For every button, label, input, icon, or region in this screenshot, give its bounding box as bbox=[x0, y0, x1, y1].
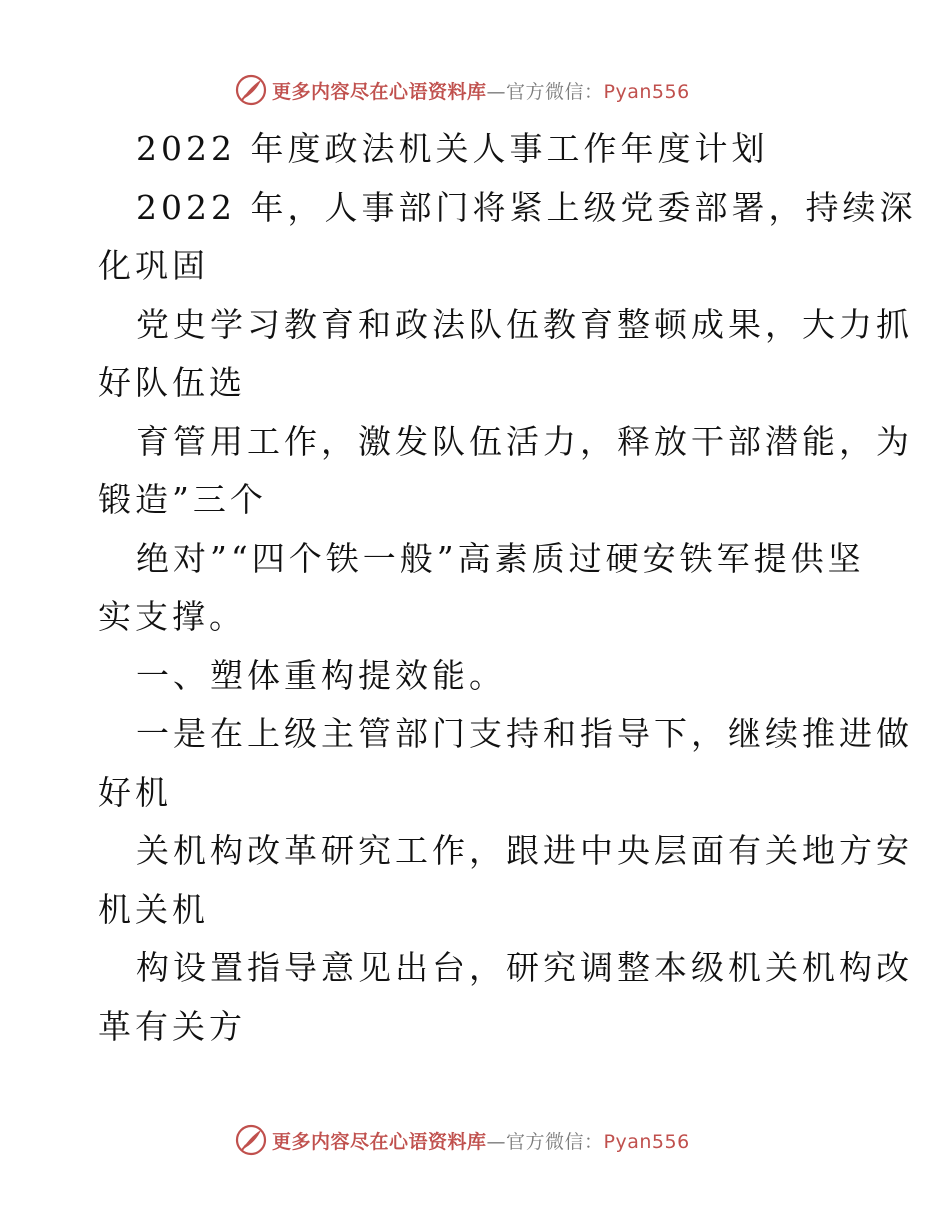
watermark-wechat-id: Pyan556 bbox=[603, 1130, 690, 1153]
paragraph-line: 机关机 bbox=[98, 889, 209, 929]
watermark-wechat-id: Pyan556 bbox=[603, 80, 690, 103]
document-title: 2022 年度政法机关人事工作年度计划 bbox=[136, 129, 769, 168]
watermark-lead: 更多内容尽在心语资料库 bbox=[272, 1130, 487, 1153]
footer-watermark-banner bbox=[234, 1122, 690, 1158]
watermark-wechat-label: 官方微信： bbox=[506, 80, 604, 103]
paragraph-line: 党史学习教育和政法队伍教育整顿成果，大力抓 bbox=[136, 304, 913, 344]
watermark-text bbox=[272, 1127, 690, 1154]
quill-pen-logo-icon bbox=[234, 73, 268, 107]
paragraph-line: 构设置指导意见出台，研究调整本级机关机构改 bbox=[136, 948, 913, 987]
watermark-text bbox=[272, 77, 690, 104]
document-body bbox=[98, 120, 917, 1056]
header-watermark-banner bbox=[234, 72, 690, 108]
paragraph-line: 2022 年，人事部门将紧上级党委部署，持续深 bbox=[136, 187, 917, 227]
paragraph-line: 好机 bbox=[98, 772, 172, 812]
watermark-dash: — bbox=[486, 80, 507, 103]
paragraph-line: 一是在上级主管部门支持和指导下，继续推进做 bbox=[136, 714, 913, 753]
watermark-lead: 更多内容尽在心语资料库 bbox=[272, 80, 487, 103]
paragraph-line: 好队伍选 bbox=[98, 363, 246, 402]
section-heading: 一、塑体重构提效能。 bbox=[136, 655, 506, 695]
paragraph-line: 关机构改革研究工作，跟进中央层面有关地方安 bbox=[136, 831, 913, 870]
paragraph-line: 育管用工作，激发队伍活力，释放干部潜能，为 bbox=[136, 421, 913, 461]
paragraph-line: 锻造”三个 bbox=[98, 480, 267, 519]
paragraph-line: 化巩固 bbox=[98, 246, 209, 285]
watermark-dash: — bbox=[486, 1130, 507, 1153]
watermark-wechat-label: 官方微信： bbox=[506, 1130, 604, 1153]
paragraph-line: 实支撑。 bbox=[98, 597, 246, 636]
quill-pen-logo-icon bbox=[234, 1123, 268, 1157]
paragraph-line: 绝对”“四个铁一般”高素质过硬安铁军提供坚 bbox=[136, 538, 865, 578]
paragraph-line: 革有关方 bbox=[98, 1006, 246, 1046]
